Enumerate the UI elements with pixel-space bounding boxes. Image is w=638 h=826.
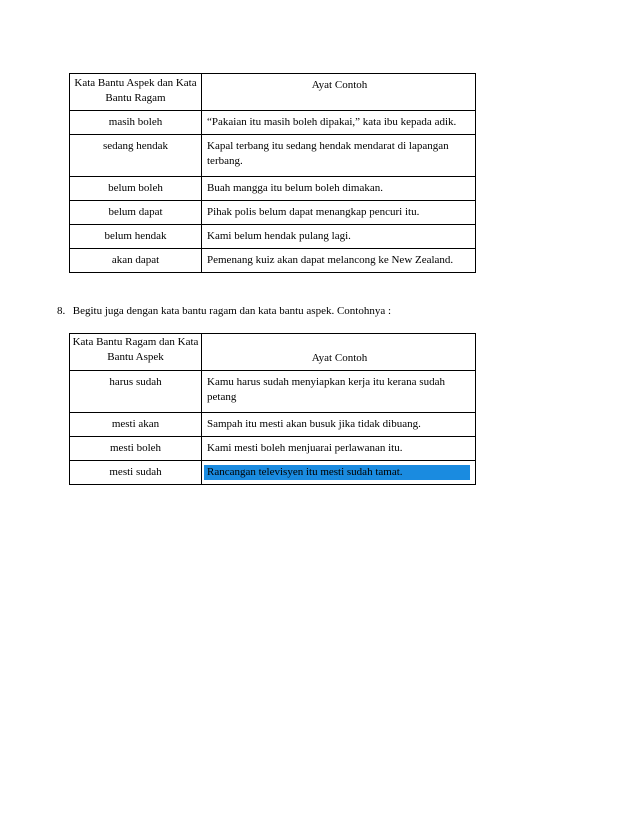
cell-ayat: “Pakaian itu masih boleh dipakai,” kata ibu kepada adik. (202, 111, 476, 135)
table-row (70, 135, 476, 177)
cell-ayat: Kami mesti boleh menjuarai perlawanan itu. (202, 437, 476, 461)
cell-kata: mesti akan (70, 413, 202, 437)
header-ayat-contoh: Ayat Contoh (202, 334, 476, 371)
cell-kata: mesti sudah (70, 461, 202, 485)
table-row (70, 461, 476, 485)
table-row (70, 249, 476, 273)
list-number: 8. (57, 305, 66, 317)
table-header-row (70, 334, 476, 371)
cell-kata: sedang hendak (70, 135, 202, 177)
cell-ayat: Buah mangga itu belum boleh dimakan. (202, 177, 476, 201)
header-ayat-contoh: Ayat Contoh (202, 74, 476, 111)
header-kata-bantu: Kata Bantu Ragam dan Kata Bantu Aspek (70, 334, 202, 371)
table-row (70, 177, 476, 201)
cell-kata: harus sudah (70, 371, 202, 413)
highlighted-text: Rancangan televisyen itu mesti sudah tamat. (204, 465, 470, 480)
table-row (70, 413, 476, 437)
cell-kata: mesti boleh (70, 437, 202, 461)
cell-ayat: Kami belum hendak pulang lagi. (202, 225, 476, 249)
table-kata-bantu-aspek-ragam (69, 73, 476, 273)
table-row (70, 437, 476, 461)
list-item-8 (57, 305, 391, 317)
header-kata-bantu: Kata Bantu Aspek dan Kata Bantu Ragam (70, 74, 202, 111)
list-text: Begitu juga dengan kata bantu ragam dan kata bantu aspek. Contohnya : (72, 305, 392, 317)
cell-ayat: Sampah itu mesti akan busuk jika tidak dibuang. (202, 413, 476, 437)
cell-kata: masih boleh (70, 111, 202, 135)
table-row (70, 225, 476, 249)
cell-kata: belum dapat (70, 201, 202, 225)
cell-ayat: Kapal terbang itu sedang hendak mendarat di lapangan terbang. (202, 135, 476, 177)
table-row (70, 201, 476, 225)
table-row (70, 371, 476, 413)
cell-kata: belum boleh (70, 177, 202, 201)
cell-ayat: Kamu harus sudah menyiapkan kerja itu kerana sudah petang (202, 371, 476, 413)
cell-kata: akan dapat (70, 249, 202, 273)
cell-kata: belum hendak (70, 225, 202, 249)
table-row (70, 111, 476, 135)
table-header-row (70, 74, 476, 111)
cell-ayat-highlighted (202, 461, 476, 485)
cell-ayat: Pihak polis belum dapat menangkap pencuri itu. (202, 201, 476, 225)
cell-ayat: Pemenang kuiz akan dapat melancong ke New Zealand. (202, 249, 476, 273)
table-kata-bantu-ragam-aspek (69, 333, 476, 485)
